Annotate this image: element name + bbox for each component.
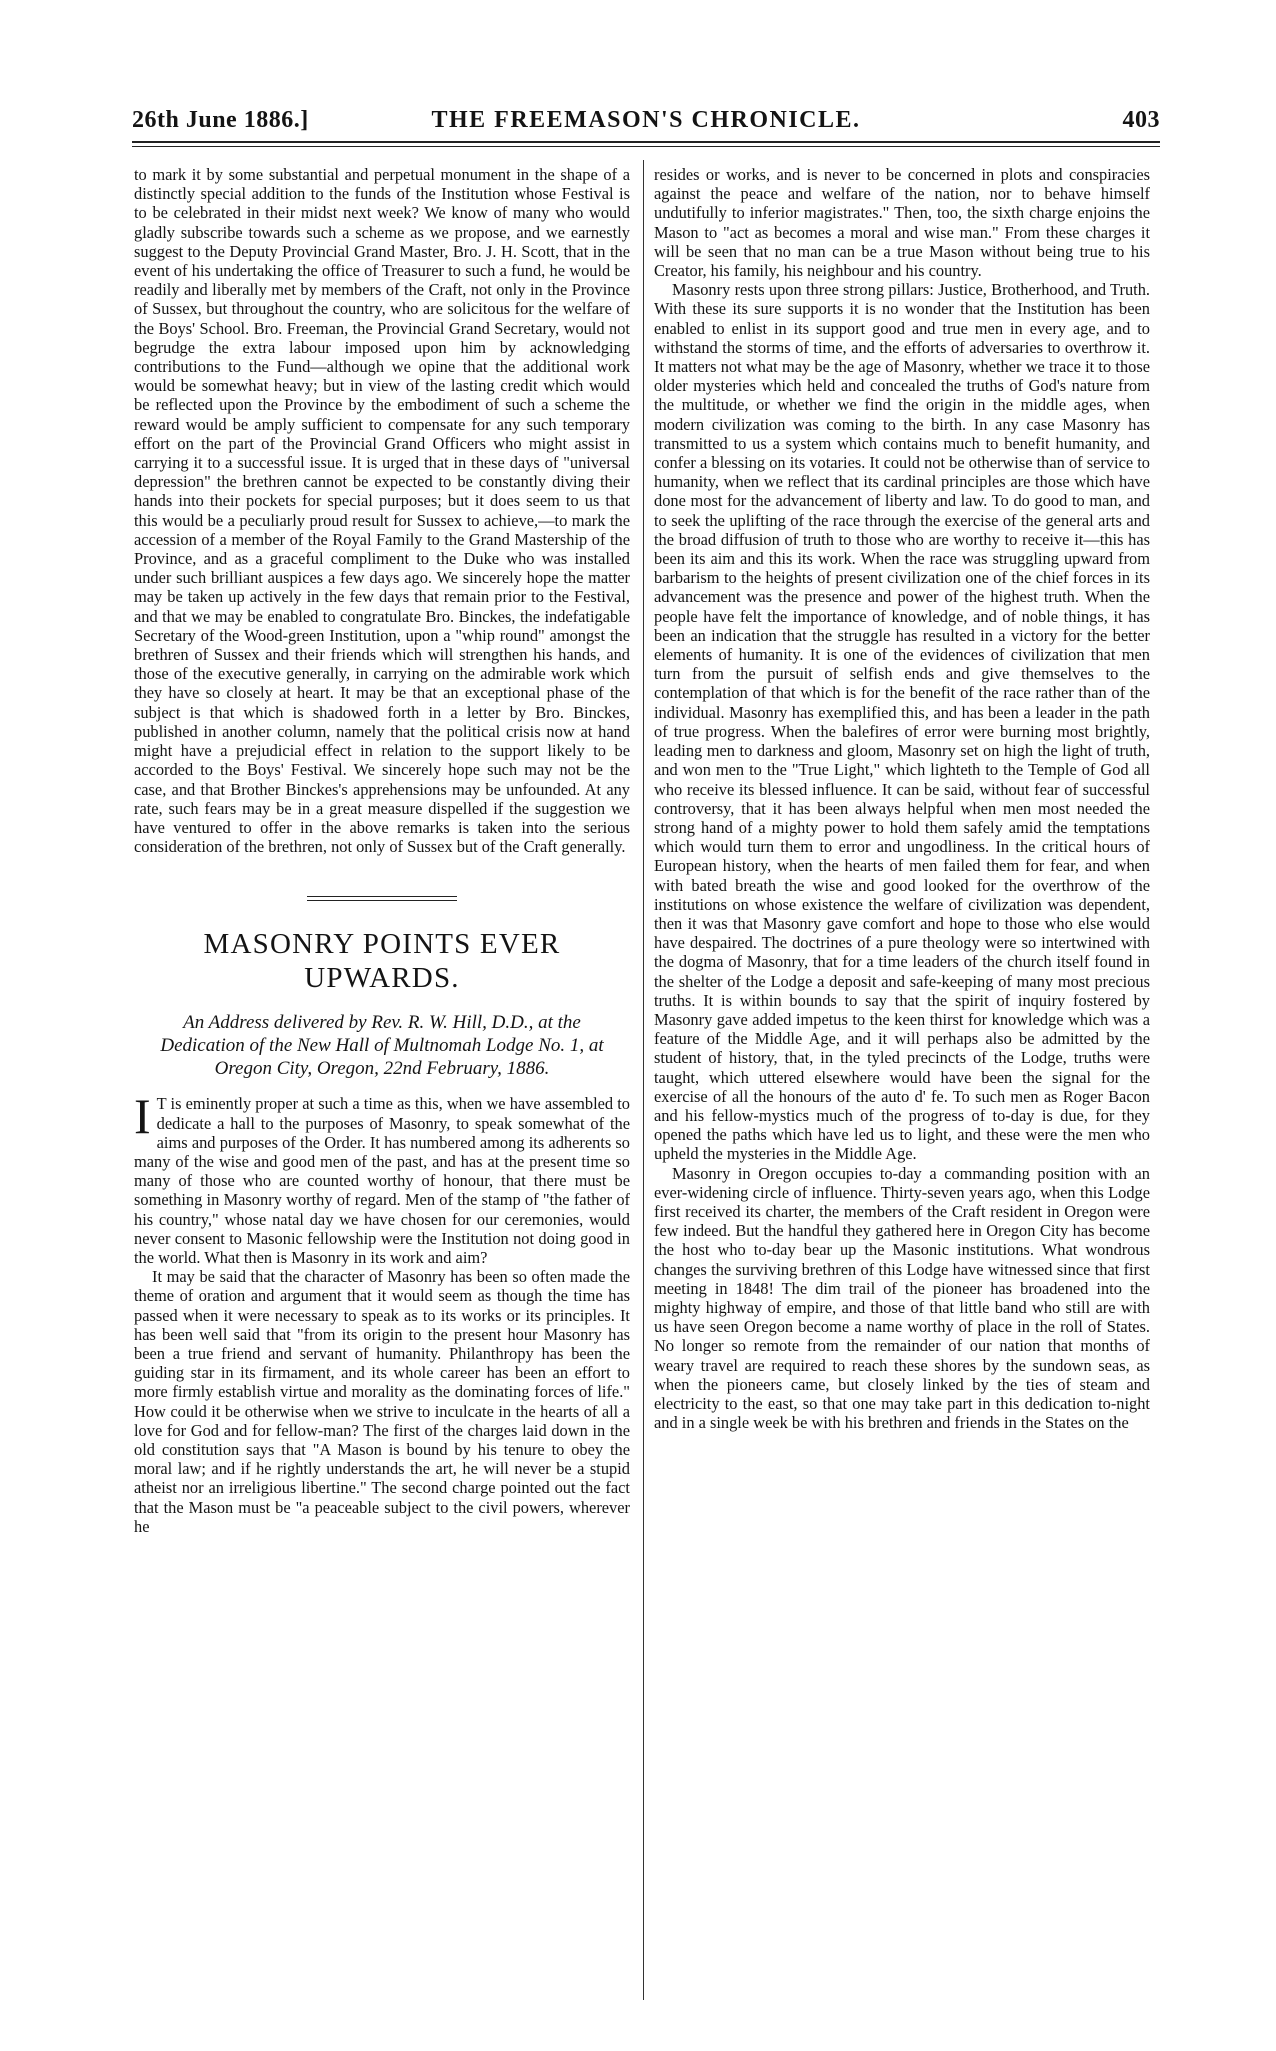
article-title: MASONRY POINTS EVER UPWARDS. — [203, 928, 561, 995]
header-rule-thin — [132, 146, 1160, 147]
page-header — [132, 105, 1160, 139]
issue-date: 26th June 1886.] — [132, 107, 309, 133]
article-paragraph: Masonry rests upon three strong pillars: Justice, Brotherhood, and Truth. With these its sure supports it is no wonder that the Institution has been enabled to enlist in its support good and true men in every age, and to withstand the storms of time, and the efforts of adversaries to overthrow it. It matters not what may be the age of Masonry, whether we trace it to those older mysteries which held and concealed the truths of God's nature from the multitude, or whether we find the origin in the middle ages, when modern civilization was coming to the birth. In any case Masonry has transmitted to us a system which contains much to benefit humanity, and confer a blessing on its votaries. It could not be otherwise than of service to humanity, when we reflect that its cardinal principles are those which have done most for the advancement of liberty and law. To do good to man, and to seek the uplifting of the race through the exercise of the general arts and the broad diffusion of truth to those who are worthy to receive it—this has been its aim and this its work. When the race was struggling upward from barbarism to the heights of present civilization one of the chief forces in its advancement was the presence and power of the highest truth. When the people have felt the importance of knowledge, and of noble things, it has been an indication that the struggle has resulted in a victory for the better elements of humanity. It is one of the evidences of civilization that men turn from the pursuit of selfish ends and give themselves to the contemplation of that which is for the benefit of the race rather than of the individual. Masonry has exemplified this, and has been a leader in the path of true progress. When the balefires of error were burning most brightly, leading men to darkness and gloom, Masonry set on high the light of truth, and won men to the "True Light," which lighteth to the Temple of God all who receive its blessed influence. It can be said, without fear of successful controversy, that it has been always helpful when men most needed the strong hand of a mighty power to hold them safely amid the temptations which would turn them to error and ungodliness. In the critical hours of European history, when the hearts of men failed them for fear, and when with bated breath the wise and good looked for the overthrow of the institutions on whose existence the welfare of civilization was dependent, then it was that Masonry gave comfort and hope to those who else would have despaired. The doctrines of a pure theology were so intertwined with the dogma of Masonry, that for a time leaders of the church itself found in the shelter of the Lodge a deposit and safe-keeping of many most precious truths. It is within bounds to say that the spirit of inquiry fostered by Masonry gave added impetus to the keen thirst for knowledge which was a feature of the Middle Age, and it will perhaps also be admitted by the student of history, that, in the tyled precincts of the Lodge, truths were taught, which uttered elsewhere would have been the signal for the exercise of all the honours of the auto d' fe. To such men as Roger Bacon and his fellow-mystics much of the progress of to-day is due, for they opened the paths which have led us to light, and these were the men who upheld the mysteries in the Middle Age. — [654, 280, 1150, 1164]
continued-paragraph-right: resides or works, and is never to be concerned in plots and conspiracies against the peace and welfare of the nation, nor to behave himself undutifully to inferior magistrates." Then, too, the sixth charge enjoins the Mason to "act as becomes a moral and wise man." From these charges it will be seen that no man can be a true Mason without being true to his Creator, his family, his neighbour and his country. — [654, 165, 1150, 281]
article-paragraph: It may be said that the character of Masonry has been so often made the theme of oration and argument that it would seem as though the time has passed when it were necessary to speak as to its works or its principles. It has been well said that "from its origin to the present hour Masonry has been a true friend and servant of humanity. Philanthropy has been the guiding star in its firmament, and its whole career has been an effort to more firmly establish virtue and morality as the dominating forces of life." How could it be otherwise when we strive to inculcate in the hearts of all a love for God and for fellow-man? The first of the charges laid down in the old constitution says that "A Mason is bound by his tenure to obey the moral law; and if he rightly understands the art, he will never be a stupid atheist nor an irreligious libertine." The second charge pointed out the fact that the Mason must be "a peaceable subject to the civil powers, wherever he — [134, 1267, 630, 1536]
header-rule — [132, 141, 1160, 143]
continued-paragraph-left: to mark it by some substantial and perpetual monument in the shape of a distinctly special addition to the funds of the Institution whose Festival is to be celebrated in their midst next week? We know of many who would gladly subscribe towards such a scheme as we propose, and we earnestly suggest to the Deputy Provincial Grand Master, Bro. J. H. Scott, that in the event of his undertaking the office of Treasurer to such a fund, he would be readily and liberally met by members of the Craft, not only in the Province of Sussex, but throughout the country, who are solicitous for the welfare of the Boys' School. Bro. Freeman, the Provincial Grand Secretary, would not begrudge the extra labour imposed upon him by acknowledging contributions to the Fund—although we opine that the additional work would be somewhat heavy; but in view of the lasting credit which would be reflected upon the Province by the embodiment of such a scheme the reward would be amply sufficient to compensate for any such temporary effort on the part of the Provincial Grand Officers who might assist in carrying it to a successful issue. It is urged that in these days of "universal depression" the brethren cannot be expected to be constantly diving their hands into their pockets for special purposes; but it does seem to us that this would be a peculiarly proud result for Sussex to achieve,—to mark the accession of a member of the Royal Family to the Grand Mastership of the Province, and as a graceful compliment to the Duke who was installed under such brilliant auspices a few days ago. We sincerely hope the matter may be taken up actively in the few days that remain prior to the Festival, and that we may be enabled to congratulate Bro. Binckes, the indefatigable Secretary of the Wood-green Institution, upon a "whip round" amongst the brethren of Sussex and their friends which will strengthen his hands, and those of the executive generally, in carrying on the admirable work which they have so closely at heart. It may be that an exceptional phase of the subject is that which is shadowed forth in a letter by Bro. Binckes, published in another column, namely that the political crisis now at hand might have a prejudicial effect in relation to the support likely to be accorded to the Boys' Festival. We sincerely hope such may not be the case, and that Brother Binckes's apprehensions may be unfounded. At any rate, such fears may be in a great measure dispelled if the suggestion we have ventured to offer in the above remarks is taken into the serious consideration of the brethren, not only of Sussex but of the Craft generally. — [134, 165, 630, 857]
lead-paragraph-text: T is eminently proper at such a time as this, when we have assembled to dedicate a hall to the purposes of Masonry, to speak somewhat of the aims and purposes of the Order. It has numbered among its adherents so many of the wise and good men of the past, and has at the present time so many of those who are counted worthy of honour, that there must be something in Masonry worthy of regard. Men of the stamp of "the father of his country," whose natal day we have chosen for our ceremonies, would never consent to Masonic fellowship were the Institution not doing good in the world. What then is Masonry in its work and aim? — [134, 1094, 630, 1267]
right-column — [654, 165, 1150, 1432]
page-number: 403 — [1122, 107, 1160, 133]
lead-paragraph — [134, 1088, 630, 1267]
column-divider — [643, 160, 644, 2000]
article-paragraph: Masonry in Oregon occupies to-day a commanding position with an ever-widening circle of influence. Thirty-seven years ago, when this Lodge first received its charter, the members of the Craft resident in Oregon were few indeed. But the handful they gathered here in Oregon City has become the host who to-day bear up the Masonic institutions. What wondrous changes the surviving brethren of this Lodge have witnessed since that first meeting in 1848! The dim trail of the pioneer has broadened into the mighty highway of empire, and those of that little band who still are with us have seen Oregon become a name worthy of place in the roll of States. No longer so remote from the remainder of our nation that months of weary travel are required to reach these shores by the sundown seas, as when the pioneers came, but closely linked by the ties of steam and electricity to the east, so that one may take part in this dedication to-night and in a single week be with his brethren and friends in the States on the — [654, 1163, 1150, 1433]
publication-title: THE FREEMASON'S CHRONICLE. — [431, 107, 861, 133]
drop-cap: I — [134, 1088, 151, 1145]
left-column — [134, 165, 630, 1536]
section-separator — [307, 896, 457, 901]
article-subtitle: An Address delivered by Rev. R. W. Hill, D.D., at the Dedication of the New Hall of Multnomah Lodge No. 1, at Oregon City, Oregon, 22nd February, 1886. — [160, 1012, 604, 1080]
